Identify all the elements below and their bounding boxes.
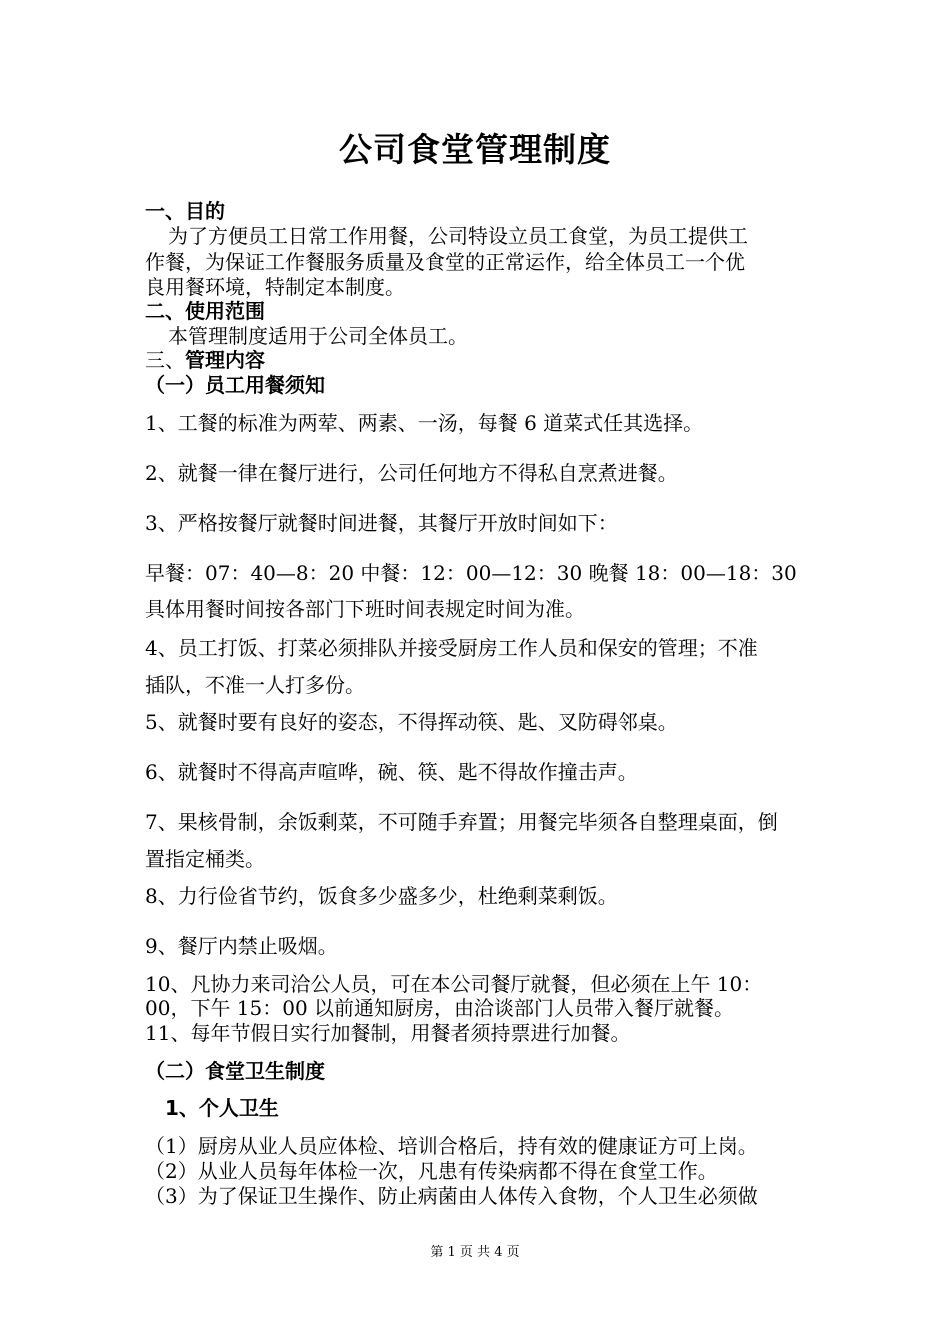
list-item: 4、员工打饭、打菜必须排队并接受厨房工作人员和保安的管理；不准 <box>145 636 758 660</box>
list-item: （2）从业人员每年体检一次，凡患有传染病都不得在食堂工作。 <box>145 1159 718 1183</box>
meal-times: 早餐：07：40—8：20 中餐：12：00—12：30 晚餐 18：00—18：30 <box>145 561 797 585</box>
list-item: （3）为了保证卫生操作、防止病菌由人体传入食物，个人卫生必须做 <box>145 1184 758 1208</box>
paragraph-line: 作餐，为保证工作餐服务质量及食堂的正常运作，给全体员工一个优 <box>145 250 745 274</box>
heading-number: 三、 <box>145 348 185 372</box>
subsection-heading: （一）员工用餐须知 <box>145 373 325 397</box>
list-item: （1）厨房从业人员应体检、培训合格后，持有效的健康证方可上岗。 <box>145 1134 758 1158</box>
list-item: 11、每年节假日实行加餐制，用餐者须持票进行加餐。 <box>145 1021 631 1045</box>
list-item: 3、严格按餐厅就餐时间进餐，其餐厅开放时间如下： <box>145 511 618 535</box>
list-item: 10、凡协力来司洽公人员，可在本公司餐厅就餐，但必须在上午 10： <box>145 972 763 996</box>
paragraph-line: 为了方便员工日常工作用餐，公司特设立员工食堂，为员工提供工 <box>168 224 748 248</box>
paragraph-line: 本管理制度适用于公司全体员工。 <box>168 324 468 348</box>
list-item: 7、果核骨制，余饭剩菜，不可随手弃置；用餐完毕须各自整理桌面，倒 <box>145 810 778 834</box>
list-item-continued: 00，下午 15：00 以前通知厨房，由洽谈部门人员带入餐厅就餐。 <box>145 996 735 1020</box>
list-item: 5、就餐时要有良好的姿态，不得挥动筷、匙、叉防碍邻桌。 <box>145 710 678 734</box>
meal-times-note: 具体用餐时间按各部门下班时间表规定时间为准。 <box>145 597 585 621</box>
list-item-continued: 置指定桶类。 <box>145 847 265 871</box>
list-item: 1、工餐的标准为两荤、两素、一汤，每餐 6 道菜式任其选择。 <box>145 411 704 435</box>
section-heading-scope: 二、使用范围 <box>145 299 265 323</box>
list-item: 9、餐厅内禁止吸烟。 <box>145 934 338 958</box>
subsection-heading: （二）食堂卫生制度 <box>145 1059 325 1083</box>
section-heading-purpose: 一、目的 <box>145 199 225 223</box>
paragraph-line: 良用餐环境，特制定本制度。 <box>145 275 405 299</box>
list-item: 6、就餐时不得高声喧哗，碗、筷、匙不得故作撞击声。 <box>145 760 638 784</box>
page-footer: 第 1 页 共 4 页 <box>430 1245 520 1260</box>
list-item: 8、力行俭省节约，饭食多少盛多少，杜绝剩菜剩饭。 <box>145 884 618 908</box>
subsection-heading: 1、个人卫生 <box>165 1096 279 1120</box>
heading-text: 管理内容 <box>185 348 265 372</box>
list-item-continued: 插队，不准一人打多份。 <box>145 673 365 697</box>
list-item: 2、就餐一律在餐厅进行，公司任何地方不得私自烹煮进餐。 <box>145 461 678 485</box>
section-heading-content <box>145 348 265 372</box>
document-title: 公司食堂管理制度 <box>339 130 611 169</box>
